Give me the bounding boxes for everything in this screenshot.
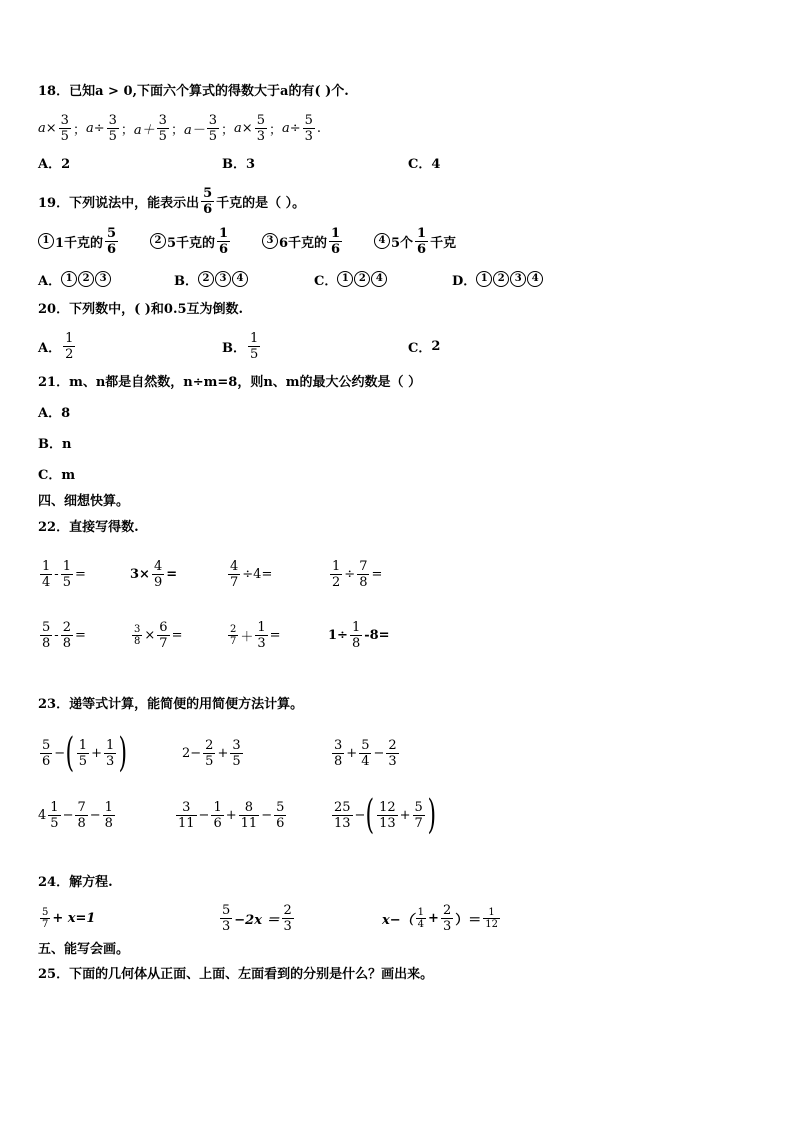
q22-r1-d: $\frac{1}{2}$ ÷ $\frac{7}{8}$ = [332,558,383,590]
q18-expr-3: a＋ 3 5 ； [133,112,184,144]
q18-option-c[interactable]: C．4 [408,157,441,172]
q23-expr-2: 2− $\frac{2}{5}$ + $\frac{3}{5}$ [182,737,241,769]
q18-expr-6: a÷ $\frac{5}{3}$ . [281,112,322,144]
q19-option-d[interactable]: D． 1 2 3 4 [452,270,544,289]
q19-option-c[interactable]: C． 1 2 4 [314,270,452,289]
q19-item-4: 4 5个 1 6 千克 [374,226,456,257]
q21-stem: 21．m、n都是自然数，n÷m=8，则n、m的最大公约数是（ ） [38,375,422,390]
q19-item-3: 3 6千克的 1 6 [262,226,374,257]
q22-r2-c: 2 7 ＋ $\frac{1}{3}$ = [230,619,281,651]
q19-items [38,223,456,259]
q22-stem: 22．直接写得数. [38,520,139,535]
q19-options [38,270,544,288]
q19-option-a[interactable]: A． 1 2 3 [38,270,174,289]
q25-stem: 25．下面的几何体从正面、上面、左面看到的分别是什么？画出来。 [38,967,434,982]
q18-option-b[interactable]: B．3 [222,157,256,172]
q23-expr-4: 4 1 5 − $\frac{7}{8}$ − $\frac{1}{8}$ [38,799,113,831]
q18-expr-5: a× $\frac{5}{3}$ ； [234,112,282,144]
q20-option-c[interactable]: C． 2 [408,338,441,356]
q24-stem: 24．解方程. [38,875,113,890]
q20-option-b[interactable]: B． 1 5 [222,330,259,362]
q18-expr-4: a－ 3 5 ； [183,112,235,144]
q19-option-b[interactable]: B． 2 3 4 [174,270,314,289]
q22-r2-a: 5 8 - $\frac{2}{8}$ = [42,619,86,651]
q22-r1-b: 3× $\frac{4}{9}$ = [130,558,178,590]
q21-option-b[interactable]: B．n [38,437,72,452]
q18-stem: 18．已知a > 0,下面六个算式的得数大于a的有( )个. [38,84,349,99]
q19-item-1: 1 1千克的 5 6 [38,226,150,257]
q18-expr-1: a× $\frac{3}{5}$ ； [38,112,86,144]
q24-equation-1: 5 7 + x=1 [42,906,96,930]
q20-option-a[interactable]: A． 1 2 [38,330,74,362]
q22-r1-a: 1 4 - $\frac{1}{5}$ = [42,558,86,590]
section-5-heading: 五、能写会画。 [38,942,130,957]
q23-expr-3: 3 8 + $\frac{5}{4}$ − $\frac{2}{3}$ [334,737,397,769]
q20-options [38,328,440,364]
q21-option-a[interactable]: A．8 [38,406,71,421]
q22-r2-d: 1÷ $\frac{1}{8}$ -8= [328,619,390,651]
q23-expr-5: 3 11 − $\frac{1}{6}$ + $\frac{8}{11}$ − $\frac{5}{6}$ [178,799,285,831]
q21-option-c[interactable]: C．m [38,468,76,483]
q24-equation-2: 5 3 −2x ＝ 2 3 [222,902,292,934]
section-4-heading: 四、细想快算。 [38,494,130,509]
q18-expr-2: a÷ $\frac{3}{5}$ ； [85,112,134,144]
q18-expressions [38,110,321,146]
q22-r1-c: $\frac{4}{7}$ ÷4= [230,558,273,590]
q24-equation-3: x−（ 1 4 + $\frac{2}{3}$ ）＝ 1 12 [382,902,498,934]
q20-stem: 20．下列数中，( )和0.5互为倒数. [38,302,244,317]
q19-stem: 19．下列说法中，能表示出 5 6 千克的是（ ）。 [38,185,306,217]
q19-item-2: 2 5千克的 1 6 [150,226,262,257]
q22-r2-b: $\frac{3}{8}$ × $\frac{6}{7}$ = [134,619,183,651]
q23-stem: 23．递等式计算，能简便的用简便方法计算。 [38,697,304,712]
q23-expr-6: 25 13 − ( 12 13 + $\frac{5}{7}$ ) [334,792,436,838]
q18-option-a[interactable]: A．2 [38,157,71,172]
q23-expr-1: 5 6 − ( 1 5 + $\frac{1}{3}$ ) [42,730,128,776]
